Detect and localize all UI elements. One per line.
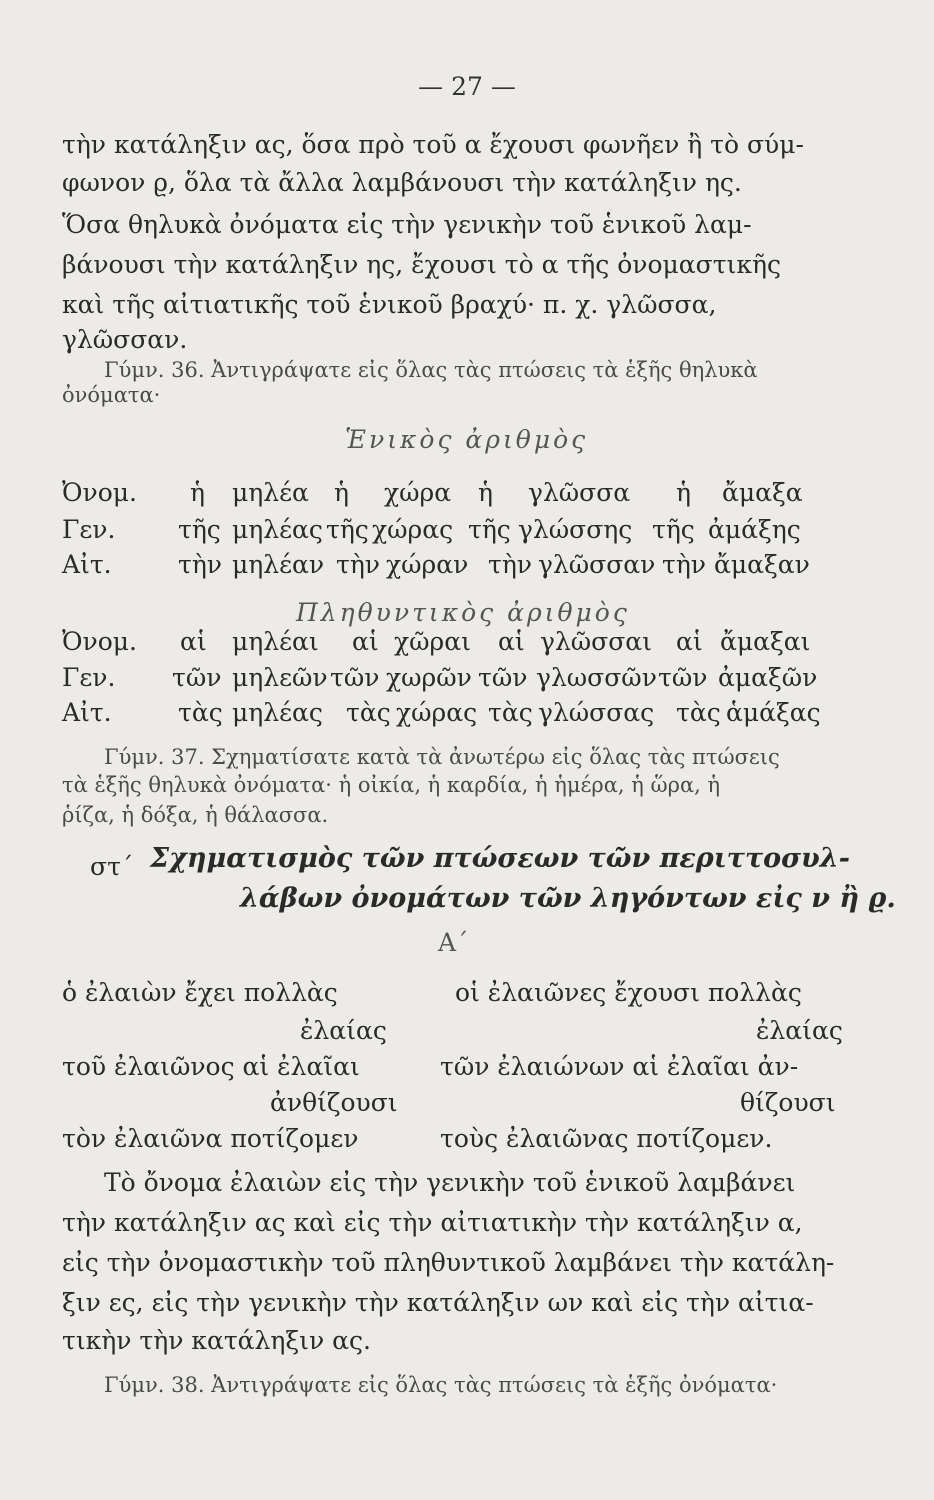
noun: ἀμαξῶν — [718, 663, 818, 692]
noun: χῶραι — [394, 627, 471, 656]
right-line: θίζουσι — [740, 1088, 836, 1117]
article: τῶν — [330, 663, 380, 692]
noun: χώρας — [396, 698, 478, 727]
article: αἱ — [180, 627, 207, 656]
text-line: ξιν ες, εἰς τὴν γενικὴν τὴν κατάληξιν ων καὶ εἰς τὴν αἰτια- — [62, 1288, 814, 1317]
article: ἡ — [676, 478, 691, 507]
noun: γλώσσης — [518, 515, 633, 544]
left-line: τοῦ ἐλαιῶνος αἱ ἐλαῖαι — [62, 1052, 360, 1081]
text-line: γλῶσσαν. — [62, 325, 188, 354]
case-label: Γεν. — [62, 663, 116, 692]
noun: μηλέας — [232, 698, 323, 727]
section-number: στ΄ — [90, 852, 134, 881]
case-label: Γεν. — [62, 515, 116, 544]
article: τῶν — [172, 663, 222, 692]
article: τὰς — [676, 698, 721, 727]
article: τῶν — [478, 663, 528, 692]
section-title-cont: λάβων ὀνομάτων τῶν ληγόντων εἰς ν ἢ ϱ. — [240, 883, 896, 914]
article: αἱ — [352, 627, 379, 656]
article: τῆς — [468, 515, 511, 544]
article: τῆς — [178, 515, 221, 544]
text-line: καὶ τῆς αἰτιατικῆς τοῦ ἑνικοῦ βραχύ· π. χ. γλῶσσα, — [62, 290, 717, 319]
exercise-36: Γύμν. 36. Ἀντιγράψατε εἰς ὅλας τὰς πτώσεις τὰ ἑξῆς θηλυκὰ — [104, 358, 758, 382]
noun: χώραν — [386, 550, 469, 579]
article: τὰς — [488, 698, 533, 727]
text-line: τικὴν τὴν κατάληξιν ας. — [62, 1326, 371, 1355]
exercise-38: Γύμν. 38. Ἀντιγράψατε εἰς ὅλας τὰς πτώσεις τὰ ἑξῆς ὀνόματα· — [104, 1373, 778, 1397]
text-line: Ὅσα θηλυκὰ ὀνόματα εἰς τὴν γενικὴν τοῦ ἑνικοῦ λαμ- — [62, 210, 752, 239]
noun: μηλέας — [232, 515, 323, 544]
noun: ἁμάξας — [726, 698, 821, 727]
noun: χωρῶν — [386, 663, 472, 692]
noun: μηλέαι — [232, 627, 319, 656]
exercise-37-cont: τὰ ἑξῆς θηλυκὰ ὀνόματα· ἡ οἰκία, ἡ καρδία, ἡ ἡμέρα, ἡ ὥρα, ἡ — [62, 773, 721, 797]
noun: χώρα — [384, 478, 452, 507]
noun: ἄμαξαν — [714, 550, 810, 579]
noun: γλωσσῶν — [536, 663, 657, 692]
text-line: εἰς τὴν ὀνομαστικὴν τοῦ πληθυντικοῦ λαμβάνει τὴν κατάλη- — [62, 1248, 835, 1277]
exercise-36-cont: ὀνόματα· — [62, 383, 161, 407]
plural-heading: Πληθυντικὸς ἀριθμὸς — [296, 598, 630, 627]
article: τὴν — [488, 550, 533, 579]
noun: ἄμαξα — [722, 478, 803, 507]
right-line: τῶν ἐλαιώνων αἱ ἐλαῖαι ἀν- — [440, 1052, 799, 1081]
article: τὰς — [346, 698, 391, 727]
case-label: Ὀνομ. — [62, 627, 137, 656]
section-title: Σχηματισμὸς τῶν πτώσεων τῶν περιττοσυλ- — [150, 843, 850, 874]
article: ἡ — [190, 478, 205, 507]
noun: γλῶσσαν — [538, 550, 656, 579]
article: τὴν — [178, 550, 223, 579]
right-line: ἐλαίας — [756, 1016, 843, 1045]
text-line: τὴν κατάληξιν ας, ὅσα πρὸ τοῦ α ἔχουσι φωνῆεν ἢ τὸ σύμ- — [62, 130, 804, 159]
article: τὴν — [336, 550, 381, 579]
left-line: τὸν ἐλαιῶνα ποτίζομεν — [62, 1124, 359, 1153]
case-label: Ὀνομ. — [62, 478, 137, 507]
exercise-37-cont: ῥίζα, ἡ δόξα, ἡ θάλασσα. — [62, 803, 329, 827]
article: ἡ — [478, 478, 493, 507]
left-line: ἀνθίζουσι — [270, 1088, 398, 1117]
article: τῆς — [652, 515, 695, 544]
noun: ἄμαξαι — [720, 627, 811, 656]
text-line: τὴν κατάληξιν ας καὶ εἰς τὴν αἰτιατικὴν τὴν κατάληξιν α, — [62, 1208, 803, 1237]
subsection-a: Α΄ — [438, 928, 469, 957]
noun: γλῶσσαι — [540, 627, 652, 656]
text-line: φωνον ϱ, ὅλα τὰ ἄλλα λαμβάνουσι τὴν κατάληξιν ης. — [62, 168, 742, 197]
article: τῆς — [326, 515, 369, 544]
left-line: ἐλαίας — [300, 1016, 387, 1045]
page-number: — 27 — — [418, 72, 516, 101]
right-line: τοὺς ἐλαιῶνας ποτίζομεν. — [440, 1124, 773, 1153]
case-label: Αἰτ. — [62, 698, 112, 727]
article: αἱ — [498, 627, 525, 656]
noun: γλῶσσα — [528, 478, 631, 507]
exercise-37: Γύμν. 37. Σχηματίσατε κατὰ τὰ ἀνωτέρω εἰς ὅλας τὰς πτώσεις — [104, 745, 780, 769]
article: τὰς — [178, 698, 223, 727]
article: αἱ — [676, 627, 703, 656]
noun: μηλεῶν — [232, 663, 328, 692]
singular-heading: Ἑνικὸς ἀριθμὸς — [345, 425, 589, 454]
text-line: βάνουσι τὴν κατάληξιν ης, ἔχουσι τὸ α τῆς ὀνομαστικῆς — [62, 250, 781, 279]
article: τῶν — [658, 663, 708, 692]
case-label: Αἰτ. — [62, 550, 112, 579]
noun: γλώσσας — [538, 698, 655, 727]
noun: χώρας — [372, 515, 454, 544]
article: ἡ — [334, 478, 349, 507]
article: τὴν — [662, 550, 707, 579]
text-line: Τὸ ὄνομα ἐλαιὼν εἰς τὴν γενικὴν τοῦ ἑνικοῦ λαμβάνει — [104, 1168, 796, 1197]
left-line: ὁ ἐλαιὼν ἔχει πολλὰς — [62, 978, 338, 1007]
noun: μηλέαν — [232, 550, 325, 579]
noun: ἀμάξης — [708, 515, 801, 544]
right-line: οἱ ἐλαιῶνες ἔχουσι πολλὰς — [455, 978, 802, 1007]
noun: μηλέα — [232, 478, 309, 507]
